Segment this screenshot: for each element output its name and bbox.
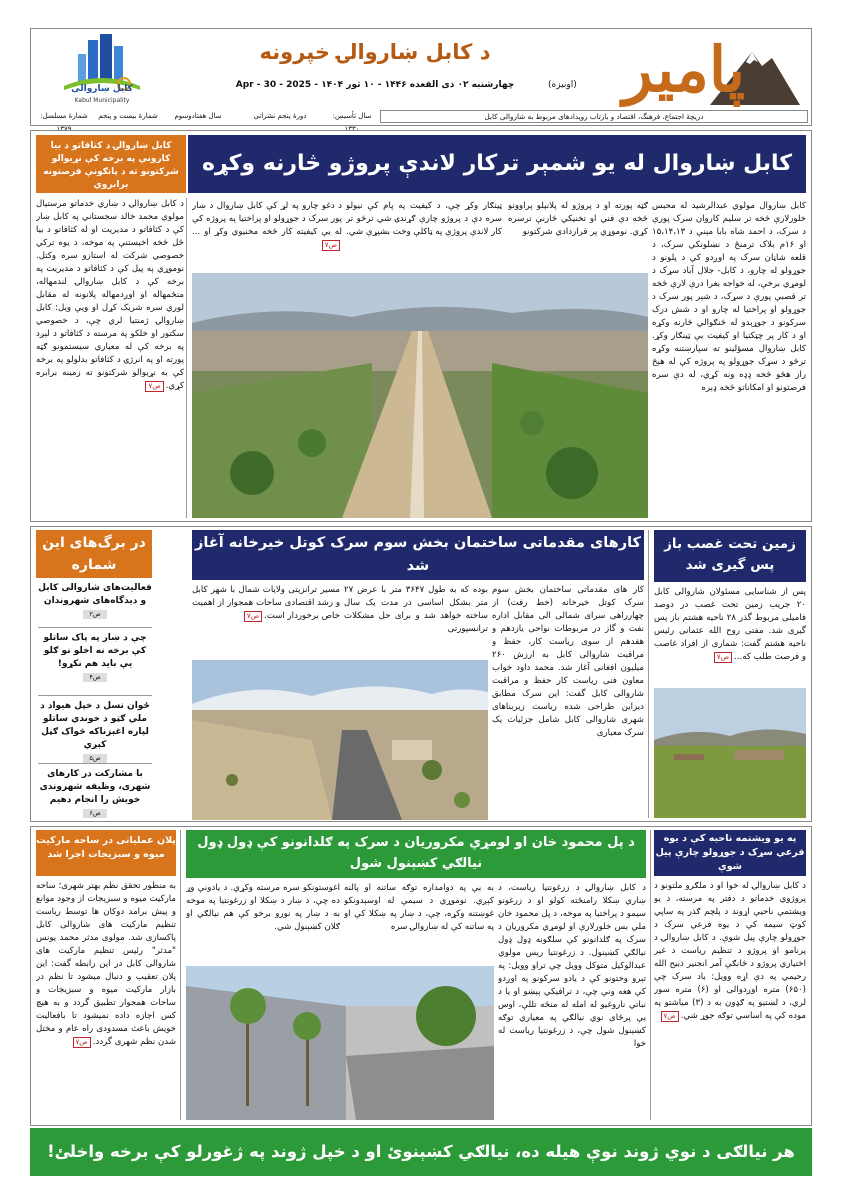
year: سال هفتادوسوم <box>174 112 222 120</box>
middle-col-3 <box>192 584 340 656</box>
paper-name: د کابل ښاروالۍ خپرونه <box>259 40 491 64</box>
founded: سال تأسیس: ۱۳۳۰ <box>332 112 372 133</box>
middle-col-1-text: کار های مقدماتی ساختمان بخش سوم سرک کوتل خیرخانه (خط رفت) از چهارراهی سرای شمالی الی مقابل اداره نفت و گاز در مربوطات نواحی یازدهم و هفدهم از سوی ریاست کار، حفظ و مراقبت شاروالی کابل به ارزش ۲۶۰ میلیون افغانی آغاز شد. محمد داود خواب معاون فنی ریاست کار حفظ و مراقبت شاروالی کابل گفت: این سرک مطابق دیزاین طراحی شده ریاست زیربناهای شهری شاروالی کابل شامل جزئیات یک سرک معیاری <box>492 585 644 738</box>
bottom-right-more[interactable]: ص۷ <box>661 1011 679 1022</box>
frequency: (اونیزه) <box>548 80 577 90</box>
main-story-more[interactable]: ص۷ <box>322 240 340 251</box>
bottom-left-body <box>36 880 176 1120</box>
bottom-center-col-1 <box>498 882 646 1120</box>
bottom-right-text: د کابل ښاروالۍ له خوا او د ملګرو ملتونو د پروژوي خدماتو د دفتر په مرسته، د یو ویشتمې ناحیې اړوند د پلچم ګذر په ساپي کوټ سیمه کې د یوه فرعي سرک د جوړولو چارې پیل شوې. د کابل ښاروالۍ د پرنامو او پروژو د تنظیم ریاست د غیر اختیاري پروژو د څانګې آمر انجنیر ذبیح الله رحیمي په دې اړه وویل: یاد سرک چې (۶۵۰) متره اوږدوالی او (۶) متره سور لري، د لښتیو په ګډون به د (۳) میاشتو په موده کې په اساسي توګه جوړ شي. <box>654 881 806 1021</box>
main-col-2-text: ګټه پورته او د پروژو له پلانپلو پراوونو څخه دې فني او تخنیکي څارنې ترسره کړي. نوموړي پر قراردادي شرکتونو <box>508 201 648 237</box>
main-col-1 <box>652 200 806 518</box>
main-col-4-text: د دغو چارو په لړ کې کابل ښاروال د ښار پور سرک د جوړولو او پراختیا په پروژه کې له یې کیفیته کار څخه مخنیوي وکړ او ... <box>192 201 342 237</box>
right-mid-text: پس از شناسایی مسئولان شاروالی کابل ۲۰ جریب زمین تحت غصب در دوصد فامیلی مربوط گذر ۲۸ ناحیه هشتم باز پس گیری شد. مفتی روح الله عثمانی رئیس ناحیه هشتم گفت: شماری از افراد غاصب و فرصت طلب که... <box>654 587 806 662</box>
middle-col-1 <box>492 584 644 820</box>
main-col-4 <box>192 200 342 270</box>
bottom-left-more[interactable]: ص۷ <box>73 1037 91 1048</box>
bottom-center-col-3 <box>186 882 340 962</box>
index-item-3-text: ځوان نسل د خپل هیواد د ملي ګټو د خوندي ساتلو لپاره اغېزناکه څواک ګڼل کېږي <box>40 701 150 750</box>
main-col-3 <box>346 200 502 270</box>
date-line: چهارشنبه ۰۲ ذی القعده ۱۴۴۶ - ۱۰ ثور ۱۴۰۴ - Apr - 30 - 2025 <box>235 80 515 90</box>
bottom-right-body <box>654 880 806 1120</box>
road-aerial-photo <box>192 273 648 518</box>
serial: شمارهٔ مسلسل: ۱۳۷۹ <box>40 112 88 133</box>
left-top-more[interactable]: ص۷ <box>145 381 163 392</box>
index-item-1-text: فعالیت‌های شاروالی کابل و دیدگاه‌های شهروندان <box>38 583 152 606</box>
left-top-headline: کابل ښاروالۍ د کتاقاتو د بیا کارونې په برخه کې نړیوالو شرکتونو ته د پانګونې فرصتونه برابروي <box>36 135 186 193</box>
middle-headline: کارهای مقدماتی ساختمان بخش سوم سرک کوتل خیرخانه آغاز شد <box>192 530 644 580</box>
index-item-4-text: با مشارکت در کارهای شهری، وظیفه شهروندی خویش را انجام دهیم <box>39 769 151 805</box>
bottom-center-col-2 <box>344 882 494 962</box>
index-item-3[interactable] <box>38 700 152 764</box>
saplings-photo <box>186 966 494 1120</box>
index-item-2[interactable] <box>38 632 152 696</box>
index-title: در برگ‌های این شماره <box>36 530 152 578</box>
bottom-center-col-1-text: د کابل ښاروالۍ د زرغونتیا ریاست، د ښاري ښکلا رامنځته کولو او د زرغونو سیمو د پراختیا په موخه، د پل محمود خان ملي بس خلورلارې او لومړي مکروریان د سرک په ګلدانونو کې سلګونه ډول ډول نیالګي کښېنول. د زرغونتیا ریس مولوي عبدالوکیل متوکل وویل چې تراو وویل: په تېرو وختونو کې د یادو سرکونو په اوږدو کې هغه ونې چې، د ترافیکي پېښو او یا د نباتي ناروغیو له امله له منځه تللې، اوس یې پرځای نوي نیالګي په معیاري توګه کښېنول شول چې، د زرغونتیا ریاست له خوا <box>498 883 646 1049</box>
main-col-3-text: ټینګار وکړ چې، د کیفیت په پام کې نیولو سره دې د پروژو چارې ګړندۍ شي ترڅو تر کار لاندې پروژې په ټاکلې وخت بشپړې شي. <box>346 201 502 237</box>
bottom-left-text: به منظور تحقق نظم بهتر شهری؛ ساحه مارکیت میوه و سبزیجات از وجود موانع و پیش برامد دوکان ها توسط ریاست تنظیم مارکیت های شاروالی کابل پاکسازی شد. مولوی مدثر محمد یونس "مدثر" رئیس تنظیم مارکیت های شاروالی کابل در این رابطه گفت: این پلان تعقیب و دنبال میشود تا نظم در بازار مارکیت میوه و سبزیجات و ساحات همجوار تطبیق گردد و به هیچ کس اجازه داده نمیشود تا بافعالیت خویش باعث مسدودی راه عام و مختل شدن نظم شهری گردد. <box>36 881 176 1047</box>
middle-more[interactable]: ص۷ <box>244 611 262 622</box>
land-photo <box>654 688 806 818</box>
period: دورهٔ پنجم نشراتی <box>253 112 307 120</box>
bottom-right-headline: په یو ویشتمه ناحیه کې د یوه فرعي سړک د جوړولو چارې پیل شوې <box>654 830 806 876</box>
divider <box>650 830 651 1120</box>
main-col-2 <box>508 200 648 270</box>
divider <box>186 198 187 518</box>
right-mid-headline: زمین تحت غصب باز پس گیری شد <box>654 530 806 582</box>
index-item-3-page: ص۵ <box>83 754 107 763</box>
bottom-left-headline: پلان عملیاتی در ساحه مارکیت میوه و سبزیجات اجرا شد <box>36 830 176 876</box>
divider <box>180 830 181 1120</box>
middle-col-3-text: مسیر ترانزیتی ولایات شمال با شهر کابل و رشد اقتصادی ساحات همجوار از اهمیت خاص برخوردار است. <box>192 585 340 621</box>
masthead-title: پامیر <box>622 33 745 106</box>
main-headline: کابل ښاروال له یو شمېر ترکار لاندې پروژو څارنه وکړه <box>188 135 806 193</box>
left-top-text: د کابل ښاروالۍ د ښاري خدماتو مرستیال مولوي محمد خالد سجستاني په کابل ښار کې د کثافاتو د مدیریت او له کثافاتو د بیا ځل څخه اخیستنې په موخه، د یوه ترکي خصوصي شرکت له استازو سره وکتل. نوموړي په پیل کې د کثافاتو د مدیریت په برخه کې د کابل ښاروالۍ لندمهاله، منځمهاله او اوږدمهاله پلانونه له مقابل لوري سره شریک کړل او ویې ویل: کابل ښاروالۍ ژمنتیا لري چې، د خصوصي سکتور او خلکو په مرسته د کثافاتو د لېږد په برخه کې له معیاري سیستمونو ګټه پورته او په انرژۍ د کثافاتو بدلولو په برخه کې به نړیوالو شرکتونو ته زمینه برابره کړي. <box>36 199 184 391</box>
middle-col-2 <box>344 584 488 656</box>
left-top-body <box>36 198 184 518</box>
right-mid-more[interactable]: ص۷ <box>714 652 732 663</box>
footer-slogan: هر نیالګی د نوي ژوند نوې هیله ده، نیالګي کښېنوئ او د خپل ژوند په ژغورلو کې برخه واخلئ! <box>30 1128 812 1176</box>
bottom-center-col-2-text: به یې په دوامداره توګه ساتنه او پالنه کېږي. نوموړي د سیمې له اوسېدونکو غوښتنه وکړه، چې، د ښار په ښکلا کې او په ساتنه کې له ښاروالۍ سره <box>344 883 494 932</box>
middle-col-2-text: بوده که به طول ۳۶۴۷ متر با عرض ۲۷ متر بشکل اساسی در مدت یک سال ساخته خواهد شد و برای حل مشکلات ترانسپورتی <box>344 585 488 634</box>
index-item-1[interactable] <box>38 582 152 628</box>
logo-text: کابل ښاروالی <box>71 84 133 94</box>
kotal-khairkhana-photo <box>192 660 488 820</box>
bottom-center-headline: د پل محمود خان او لومړي مکروریان د سرک په ګلدانونو کې ډول ډول نیالګي کښېنول شول <box>186 830 646 878</box>
divider <box>648 530 649 818</box>
index-item-2-text: چې د ښار په پاک ساتلو کې برخه نه اخلو نو ګلو یې باید هم نکړو! <box>43 633 147 669</box>
index-item-4-page: ص۶ <box>83 809 107 818</box>
tagline: دریچهٔ اجتماع، فرهنگ، اقتصاد و بازتاب رویدادهای مربوط به شاروالی کابل <box>380 110 808 123</box>
issue: شمارهٔ بیست و پنجم <box>98 112 158 120</box>
logo-subtext: Kabul Municipality <box>74 97 130 104</box>
bottom-center-col-3-text: اغوستونکو سره مرسته وکړي. د یادونې وړ ده چې، د ښار د ښکلا او زرغونتیا په موخه به د ښار په نورو برخو کې هم نیالګي او ګلان کښېنول شي. <box>186 883 340 932</box>
index-item-4[interactable] <box>38 768 152 818</box>
main-col-1-text: کابل ښاروال مولوي عبدالرشید له محبس خلورلارې څخه تر سلیم کاروان سرک پورې د سرک، د احمد شاه بابا مېنې د ۱۵،۱۴،۱۳ او ۱۶م بلاک ترمنځ د نښلونکي سرک، د قلعه شاڼان سرک په اوږدو کې د پلونو د جوړولو له چارو، د کابل- جلال آباد سړک د لومړي برخې، له خواجه بغرا درې لارې څخه تر قصبې پورې د سړک، د شېر پور سرک د جوړولو او پراختیا له چارو او د شش درک سرکونو د جوړېدو له څنګوالي څارنه وکړه او د کار پر چټکتیا او کیفیت یې ټینګار وکړ. کابل ښاروال مسؤلینو ته سپارښتنه وکړه ترڅو د سړک جوړولو په پروژه کې له هېڅ راز هڅو څخه ډډه ونه کړي، له دې سره فرصتونو او امکاناتو څخه ډېره <box>652 201 806 393</box>
right-mid-body <box>654 586 806 686</box>
index-item-2-page: ص۴ <box>83 673 107 682</box>
index-item-1-page: ص۲ <box>83 610 107 619</box>
